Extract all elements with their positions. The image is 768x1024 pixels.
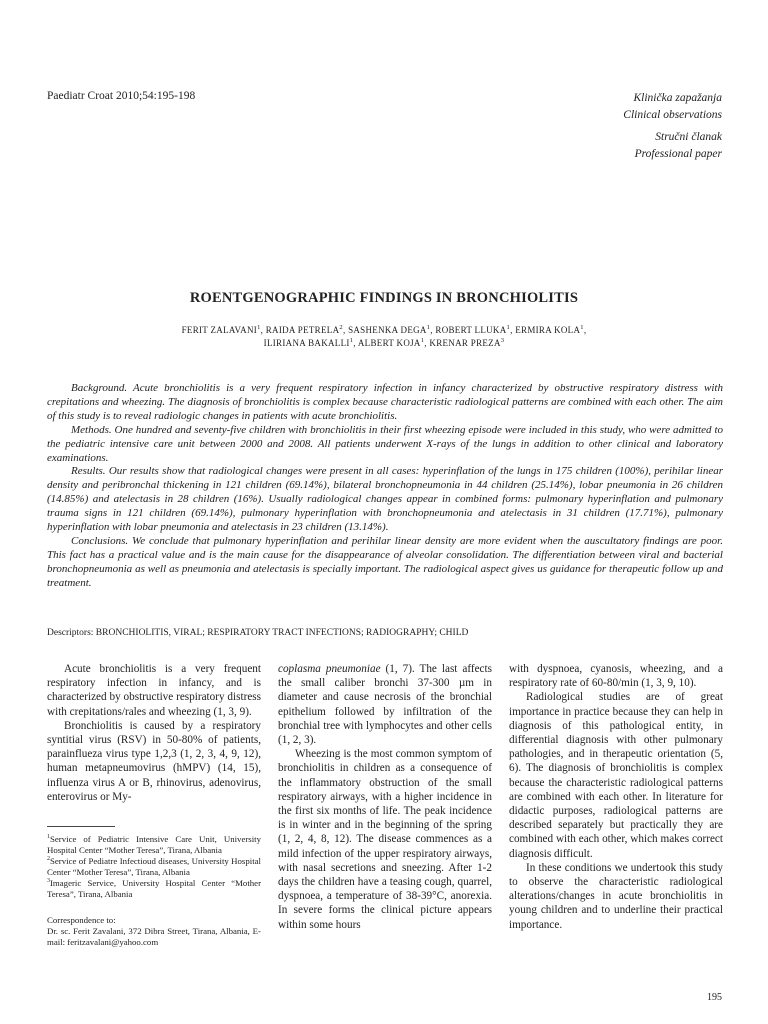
abstract xyxy=(47,382,723,591)
author: KRENAR PREZA xyxy=(429,338,501,348)
body-column-2 xyxy=(278,662,492,932)
author: ROBERT LLUKA xyxy=(435,325,507,335)
footnote: $^1$Service of Pediatric Intensive Care Unit, University Hospital Center “Mother Teresa”, Tirana, Albania xyxy=(47,834,261,855)
author-affiliation: 1 xyxy=(257,324,261,331)
author: ALBERT KOJA xyxy=(357,338,421,348)
abstract-methods: Methods. One hundred and seventy-five children with bronchiolitis in their first wheezing episode were included in this study, who were admitted to the pediatric intensive care unit between 2000 and 2008. All patients underwent X-rays of the lungs in addition to other clinical and laboratory examinations. xyxy=(47,423,723,464)
footnote-marker: 1 xyxy=(47,834,50,841)
body-paragraph: Wheezing is the most common symptom of bronchiolitis in children as a consequence of the inflammatory obstruction of the small respiratory airways, with a higher incidence in the first six months of life. The peak incidence is in winter and in the beginning of the spring (1, 2, 4, 8, 12). The disease commences as a mild infection of the upper respiratory airways, with nasal secretions and sneezing. After 1-2 days the children have a teasing cough, quarrel, dyspnoea, a temperature of 38-39°C, anorexia. In severe forms the clinical picture appears within some hours xyxy=(278,748,492,931)
page-number: 195 xyxy=(707,992,722,1003)
body-paragraph: Bronchiolitis is caused by a respiratory syntitial virus (RSV) in 50-80% of patients, parainflueza virus type 1,2,3 (1, 2, 3, 4, 9, 12), human metapneumovirus (hMPV) (14, 15), influenza virus A or B, rhinovirus, adenovirus, enterovirus or My- xyxy=(47,719,261,803)
article-title: ROENTGENOGRAPHIC FINDINGS IN BRONCHIOLITIS xyxy=(189,290,579,306)
body-paragraph: coplasma pneumoniae (1, 7). The last affects the small caliber bronchi 37-300 µm in diameter and cause necrosis of the bronchial epithelium followed by infiltration of the bronchial tree with lymphocytes and other cells (1, 2, 3). xyxy=(278,663,492,747)
descriptors: Descriptors: BRONCHIOLITIS, VIRAL; RESPIRATORY TRACT INFECTIONS; RADIOGRAPHY; CHILD xyxy=(47,628,469,638)
author-affiliation: 1 xyxy=(349,337,354,344)
journal-citation: Paediatr Croat 2010;54:195-198 xyxy=(47,90,196,102)
author-affiliation: 1 xyxy=(506,324,511,331)
footnote-marker: 3 xyxy=(47,878,50,885)
abstract-conclusions: Conclusions. We conclude that pulmonary hyperinflation and perihilar linear density are more evident when the auscultatory findings are poor. This fact has a practical value and is the main cause for the disappearance of alveolar consolidation. The differentiation between viral and bacterial bronchopneumonia as well as pneumonia and atelectasis is specially important. The radiological aspect gives us guidance for therapeutic follow up and treatment. xyxy=(47,534,723,589)
affiliation-footnotes xyxy=(47,834,261,900)
footnote: $^2$Service of Pediatre Infectioud diseases, University Hospital Center “Mother Teresa”, Tirana, Albania xyxy=(47,856,261,877)
author-affiliation: 1 xyxy=(420,337,425,344)
correspondence xyxy=(47,915,261,948)
author: ERMIRA KOLA xyxy=(515,325,581,335)
author: FERIT ZALAVANI xyxy=(181,325,258,335)
body-column-3 xyxy=(509,662,723,932)
body-paragraph: Radiological studies are of great importance in practice because they can help in diagnosis of this pathological entity, in differential diagnosis with other pulmonary pathologies, and in therapeutic orientation (5, 6). The diagnosis of bronchiolitis is complex because the characteristic radiological patterns are combined with each other. In literature for didactic purposes, radiological patterns are described separately but practically they are combined with each other, which makes correct diagnosis difficult. xyxy=(509,691,723,860)
article-category xyxy=(623,90,722,162)
body-paragraph: In these conditions we undertook this study to observe the characteristic radiological alterations/changes in acute bronchiolitis in young children and to underline their practical importance. xyxy=(509,861,723,931)
author: SASHENKA DEGA xyxy=(348,325,427,335)
author: ILIRIANA BAKALLI xyxy=(263,338,350,348)
author: RAIDA PETRELA xyxy=(265,325,340,335)
author-line-2: ILIRIANA BAKALLI$^1$, ALBERT KOJA$^1$, KRENAR PREZA$^3$ xyxy=(263,337,505,348)
body-paragraph: with dyspnoea, cyanosis, wheezing, and a respiratory rate of 60-80/min (1, 3, 9, 10). xyxy=(509,663,723,690)
author-affiliation: 1 xyxy=(426,324,431,331)
author-list xyxy=(0,324,768,350)
section-en: Clinical observations xyxy=(623,108,722,121)
author-affiliation: 3 xyxy=(500,337,505,344)
body-column-1 xyxy=(47,662,261,804)
organism-name: coplasma pneumoniae xyxy=(278,663,381,675)
type-hr: Stručni članak xyxy=(655,131,722,143)
type-en: Professional paper xyxy=(634,147,722,160)
abstract-results: Results. Our results show that radiological changes were present in all cases: hyperinflation of the lungs in 175 children (100%), perihilar linear density and peribronchal thickening in 121 children (69.14%), bilateral bronchopneumonia in 44 children (25.14%), lobar pneumonia in 26 children (14.85%) and atelectasis in 28 children (16%). Usually radiological changes appear in combined forms: pulmonary hyperinflation and pulmonary trauma signs in 121 children (69.14%), pulmonary hyperinflation with bronchopneumonia and atelectasis in 31 children (17.71%), pulmonary hyperinflation with lobar pneumonia and atelectasis in 23 children (13.14%). xyxy=(47,465,723,534)
footnote: $^3$Imageric Service, University Hospital Center “Mother Teresa”, Tirana, Albania xyxy=(47,878,261,899)
footnote-rule xyxy=(47,826,115,827)
abstract-background: Background. Acute bronchiolitis is a very frequent respiratory infection in infancy characterized by obstructive respiratory distress with crepitations and wheezing. The diagnosis of bronchiolitis is complex because characteristic radiological patterns are combined with each other. The aim of this study is to reveal radiologic changes in patients with acute bronchiolitis. xyxy=(47,382,723,422)
author-line-1: FERIT ZALAVANI$^1$, RAIDA PETRELA$^2$, SASHENKA DEGA$^1$, ROBERT LLUKA$^1$, ERMIRA KOLA$^1$, xyxy=(181,324,587,335)
correspondence-label: Correspondence to: xyxy=(47,915,116,925)
correspondence-text: Dr. sc. Ferit Zavalani, 372 Dibra Street, Tirana, Albania, E-mail: feritzavalani@yahoo.com xyxy=(47,926,261,947)
author-affiliation: 1 xyxy=(580,324,584,331)
section-hr: Klinička zapažanja xyxy=(633,92,722,104)
author-affiliation: 2 xyxy=(339,324,343,331)
footnote-marker: 2 xyxy=(47,856,50,863)
body-paragraph: Acute bronchiolitis is a very frequent respiratory infection in infancy, and is characterized by obstructive respiratory distress with crepitations/rales and wheezing (1, 3, 9). xyxy=(47,663,261,718)
